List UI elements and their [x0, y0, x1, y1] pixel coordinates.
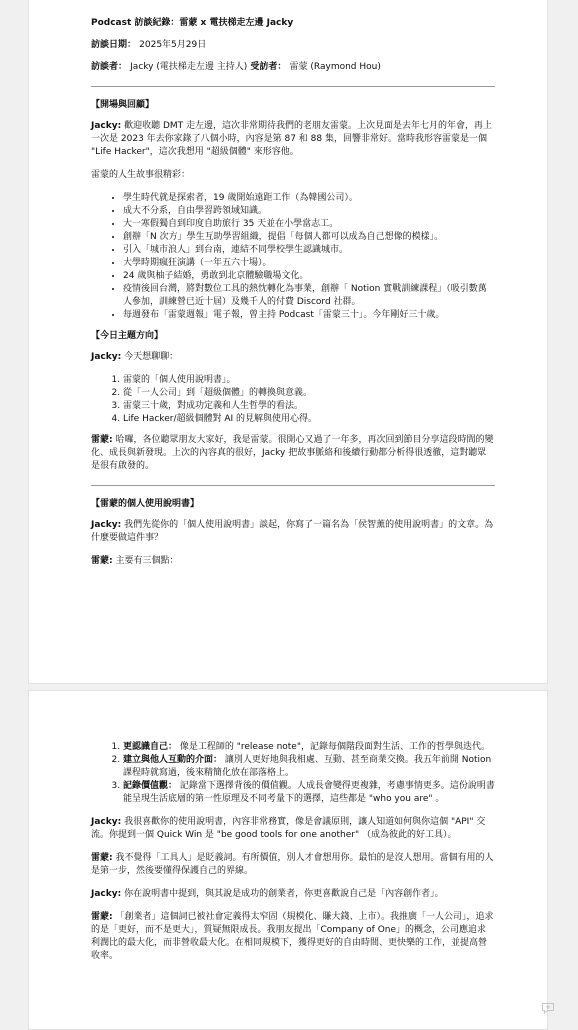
- paragraph-text: 你在說明書中提到，與其說是成功的創業者，你更喜歡說自己是「內容創作者」。: [124, 889, 444, 899]
- paragraph-text: 我不覺得「工具人」是貶義詞。有所價值，別人才會想用你。最怕的是沒人想用。當個有用的人是第一步，然後要懂得保護自己的界線。: [91, 853, 494, 876]
- participants: [91, 61, 495, 74]
- add-comment-icon[interactable]: [541, 999, 555, 1011]
- speaker: Jacky:: [91, 121, 122, 131]
- divider: [91, 86, 495, 87]
- story-bullet-list: [91, 192, 495, 322]
- paragraph: 雷蒙的人生故事很精彩：: [91, 170, 191, 180]
- interviewee-label: 受訪者：: [250, 62, 287, 72]
- points-numbered-list: [91, 741, 495, 806]
- paragraph: [91, 852, 495, 878]
- page-2-content: [91, 741, 495, 973]
- list-item: • 24 歲與柚子結婚，勇敢到北京體驗職場文化。: [123, 270, 495, 283]
- speaker: 雷蒙:: [91, 556, 113, 566]
- interviewee-value: 雷蒙 (Raymond Hou): [289, 62, 381, 72]
- paragraph: [91, 816, 495, 842]
- point-text: 讓別人更好地與我相處、互動、甚至商業交換。我五年前開 Notion 課程時就寫過，後來精簡化放在部落格上。: [123, 755, 492, 778]
- paragraph: [91, 911, 495, 963]
- interview-date: [91, 39, 495, 52]
- speaker: Jacky:: [91, 520, 122, 530]
- divider: [91, 485, 495, 486]
- list-item: 2. 從「一人公司」到「超級個體」的轉換與意義。: [123, 387, 495, 400]
- list-item: • 引入「城市浪人」到台南，連結不同學校學生認識城市。: [123, 244, 495, 257]
- speaker: 雷蒙:: [91, 435, 113, 445]
- paragraph-text: 我們先從你的「個人使用說明書」談起，你寫了一篇名為「侯智薰的使用說明書」的文章。為什麼要做這件事？: [91, 520, 494, 543]
- list-item: 4. Life Hacker/超級個體對 AI 的見解與使用心得。: [123, 413, 495, 426]
- list-item: • 創辦「N 次方」學生互助學習組織，提倡「每個人都可以成為自己想像的模樣」。: [123, 231, 495, 244]
- paragraph: [91, 351, 495, 364]
- speaker: 雷蒙:: [91, 853, 113, 863]
- section-today: 【今日主題方向】: [91, 331, 164, 341]
- paragraph-text: 今天想聊聊：: [124, 352, 179, 362]
- date-label: 訪談日期：: [91, 40, 137, 50]
- document-page-1: [28, 0, 548, 684]
- date-value: 2025年5月29日: [139, 40, 207, 50]
- list-item: 3. 雷蒙三十歲，對成功定義和人生哲學的看法。: [123, 400, 495, 413]
- list-item: • 成大不分系，自由學習跨領域知識。: [123, 205, 495, 218]
- paragraph-text: 我很喜歡你的使用說明書，內容非常務實，像是會議原則，讓人知道如何與你這個 "API" 交流。你提到一個 Quick Win 是 "be good tools for one another" （成為彼此的好工具）。: [91, 817, 486, 840]
- topic-numbered-list: [91, 374, 495, 426]
- document-title: Podcast 訪談紀錄：雷蒙 x 電扶梯走左邊 Jacky: [91, 18, 294, 28]
- paragraph-text: 歡迎收聽 DMT 走左邊，這次非常期待我們的老朋友雷蒙。上次見面是去年七月的年會，再上一次是 2023 年去你家錄了八個小時，內容是第 87 和 88 集，回響非常好。當時我形容雷蒙是一個 "Life Hacker"，這次我想用 "超級個體" 來形容他。: [91, 121, 493, 157]
- paragraph: [91, 120, 495, 159]
- section-manual: 【雷蒙的個人使用說明書】: [91, 499, 200, 509]
- paragraph: [91, 888, 495, 901]
- list-item: 1. 雷蒙的「個人使用說明書」。: [123, 374, 495, 387]
- point-text: 像是工程師的 "release note"，記錄每個階段面對生活、工作的哲學與迭代。: [179, 742, 490, 752]
- list-item: • 學生時代就是探索者，19 歲開始遠距工作（為韓國公司）。: [123, 192, 495, 205]
- point-heading: 記錄價值觀：: [123, 781, 178, 791]
- document-page-2: [28, 690, 548, 1030]
- list-item: [123, 780, 495, 806]
- section-opening: 【開場與回顧】: [91, 100, 155, 110]
- speaker: Jacky:: [91, 889, 122, 899]
- interviewer-value: Jacky (電扶梯走左邊 主持人): [130, 62, 248, 72]
- point-heading: 更認識自己：: [123, 742, 178, 752]
- list-item: [123, 754, 495, 780]
- interviewer-label: 訪談者：: [91, 62, 128, 72]
- paragraph: [91, 555, 495, 568]
- paragraph-text: 主要有三個點：: [115, 556, 179, 566]
- page-1-content: [91, 17, 495, 578]
- speaker: 雷蒙:: [91, 912, 113, 922]
- list-item: • 疫情後回台灣，將對數位工具的熱忱轉化為事業，創辦「 Notion 實戰訓練課程」（吸引數萬人參加，訓練營已近十屆）及幾千人的付費 Discord 社群。: [123, 283, 495, 309]
- point-heading: 建立與他人互動的介面：: [123, 755, 223, 765]
- speaker: Jacky:: [91, 817, 122, 827]
- paragraph: [91, 519, 495, 545]
- list-item: [123, 741, 495, 754]
- paragraph-text: 哈囉，各位聽眾朋友大家好，我是雷蒙。很開心又過了一年多，再次回到節目分享這段時間的變化、成長與新發現。上次的內容真的很好，Jacky 把故事脈絡和後續行動都分析得很透徹，這對聽眾是很有啟發的。: [91, 435, 494, 471]
- list-item: • 大一寒假獨自到印度自助旅行 35 天並在小學當志工。: [123, 218, 495, 231]
- list-item: • 大學時期瘋狂演講（一年五六十場）。: [123, 257, 495, 270]
- list-item: • 每週發布「雷蒙週報」電子報，曾主持 Podcast「雷蒙三十」。今年剛好三十歲。: [123, 309, 495, 322]
- speaker: Jacky:: [91, 352, 122, 362]
- paragraph-text: 「創業者」這個詞已被社會定義得太窄固（規模化、賺大錢、上市）。我推廣「一人公司」，追求的是「更好，而不是更大」，質疑無限成長。我朋友提出「Company of One」的概念，公司應追求利潤比的最大化，而非營收最大化。在相同規模下，獲得更好的自由時間、更快樂的工作，並提高營收率。: [91, 912, 494, 961]
- point-text: 記錄當下選擇背後的價值觀。人成長會變得更複雜，考慮事情更多。這份說明書能呈現生活底層的第一性原理及不同考量下的選擇，這些都是 "who you are" 。: [123, 781, 495, 804]
- paragraph: [91, 434, 495, 473]
